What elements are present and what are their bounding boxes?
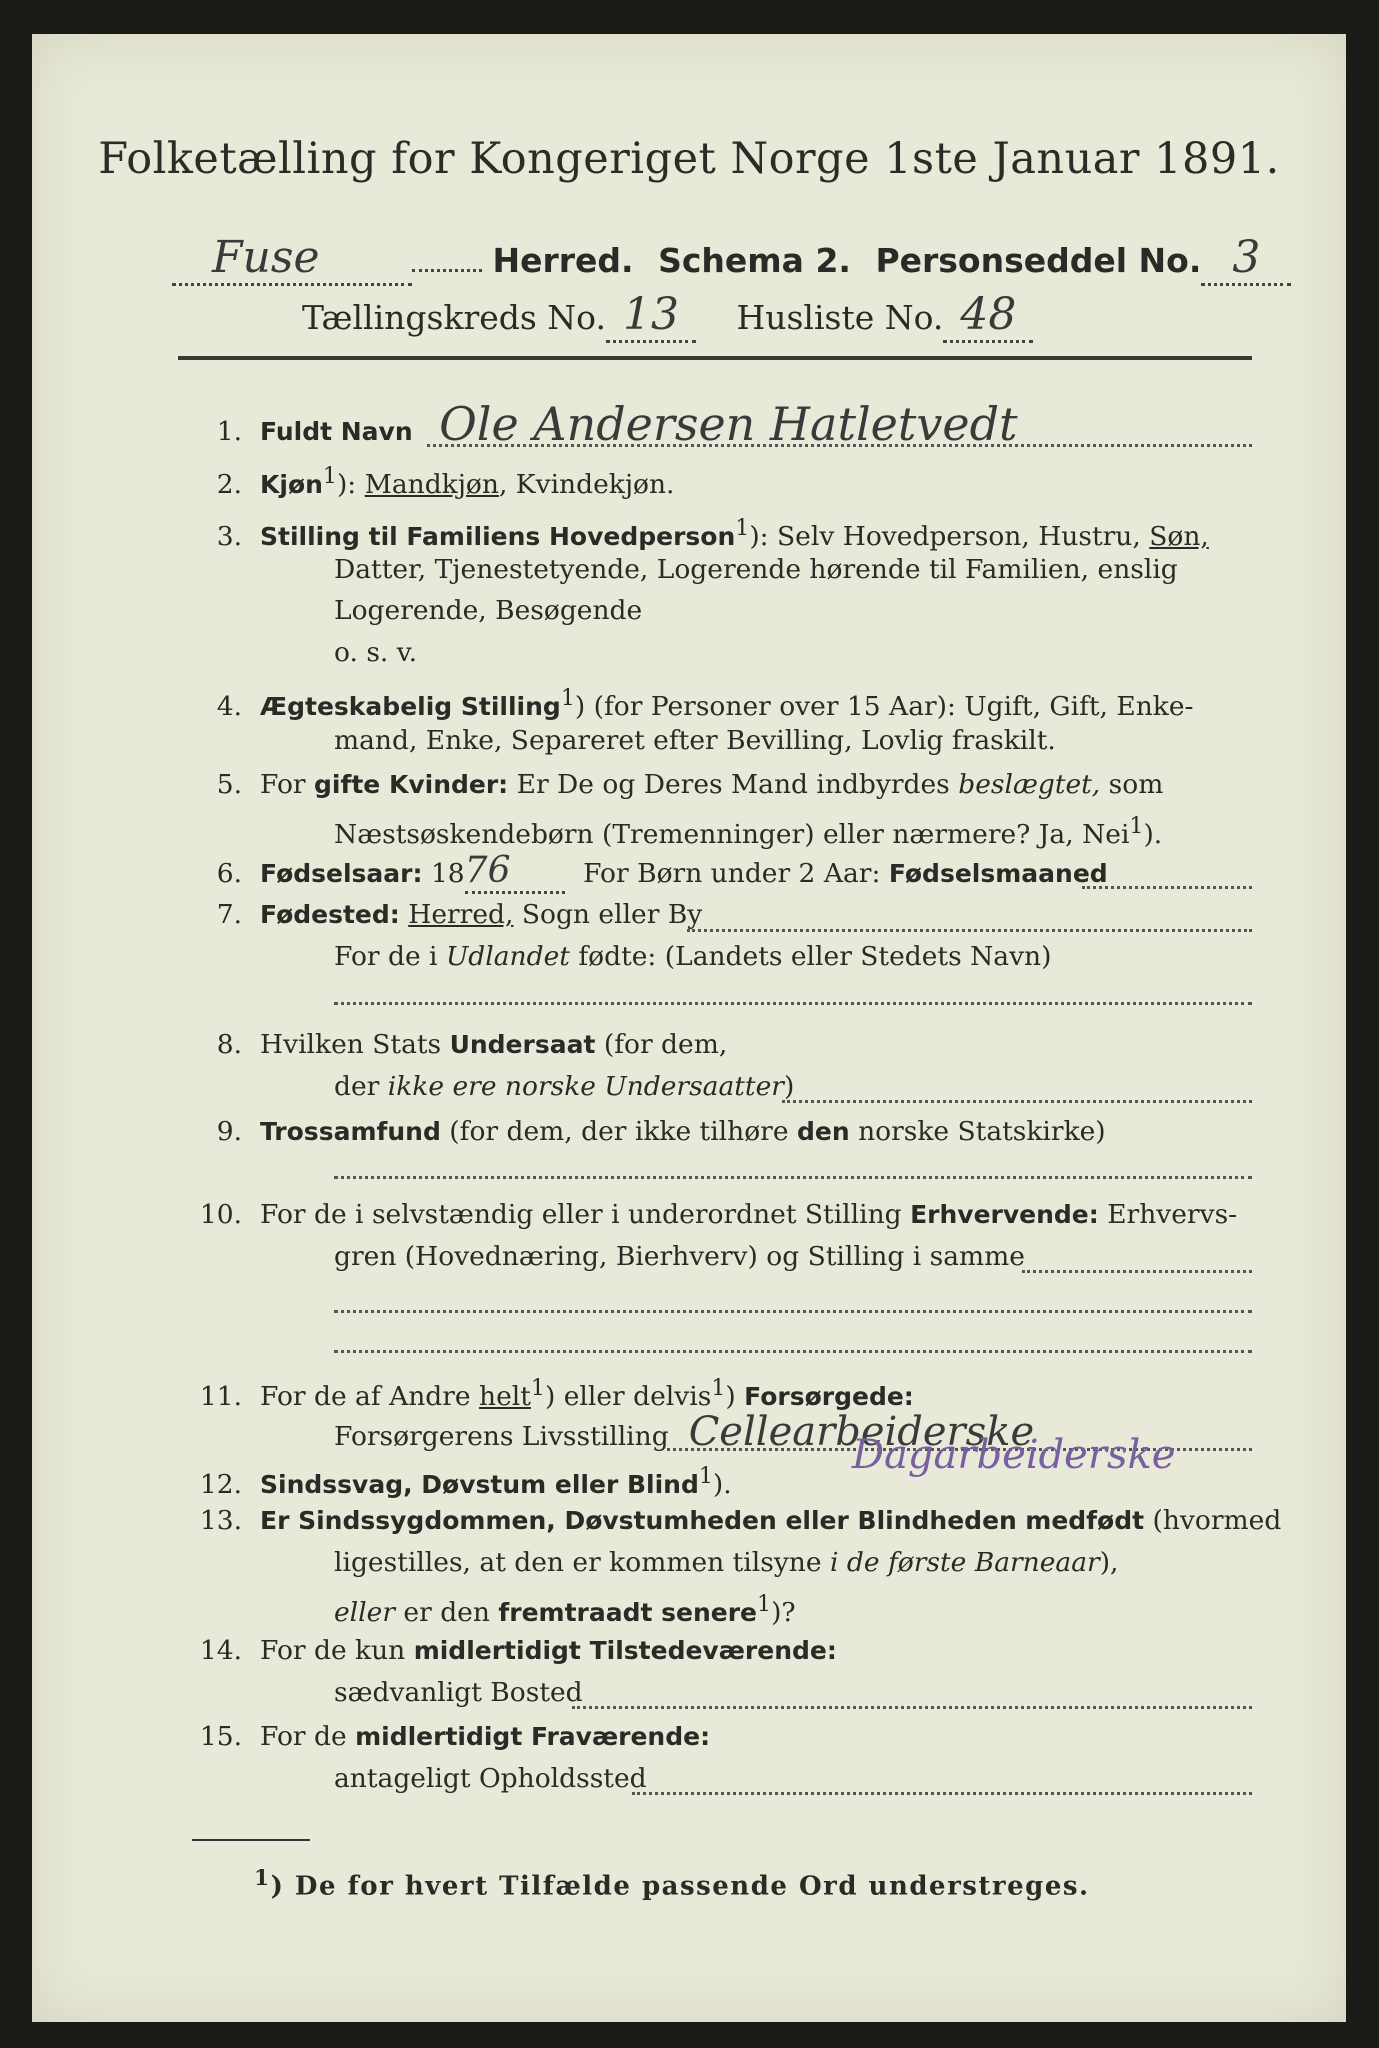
footnote: $^1$) De for hvert Tilfælde passende Ord understreges.: [254, 1866, 1090, 1902]
birthplace-option-herred: Herred,: [408, 899, 514, 930]
herred-value: Fuse: [172, 232, 412, 286]
personseddel-label: Personseddel No.: [875, 241, 1202, 280]
relation-option-son: Søn,: [1149, 520, 1209, 552]
item-12: 12. Sindssvag, Døvstum eller Blind$^1$).: [199, 1464, 732, 1500]
item-13: 13. Er Sindssygdommen, Døvstumheden eller Blindheden medfødt (hvormed: [199, 1505, 1282, 1536]
husliste-value: 48: [943, 289, 1033, 343]
support-option-helt: helt: [479, 1380, 531, 1412]
item-5: 5. For gifte Kvinder: Er De og Deres Mand indbyrdes beslægtet, som: [216, 769, 1164, 800]
kreds-value: 13: [606, 289, 696, 343]
schema-label: Schema 2.: [658, 241, 851, 280]
full-name-value: Ole Andersen Hatletvedt: [439, 397, 1018, 451]
header-divider: [178, 356, 1252, 360]
kreds-label: Tællingskreds No.: [302, 298, 606, 337]
item-2: 2. Kjøn$^1$): Mandkjøn, Kvindekjøn.: [216, 464, 675, 500]
sex-option-male: Mandkjøn: [364, 468, 499, 500]
personseddel-value: 3: [1201, 232, 1291, 286]
item-8: 8. Hvilken Stats Undersaat (for dem,: [216, 1029, 728, 1060]
birth-year-value: 76: [465, 850, 565, 894]
item-15: 15. For de midlertidigt Fraværende:: [199, 1721, 711, 1752]
item-7: 7. Fødested: Herred, Sogn eller By: [216, 899, 703, 930]
footnote-divider: [192, 1839, 310, 1841]
header-line-herred: [172, 232, 1291, 286]
full-name-label: Fuldt Navn: [260, 417, 413, 446]
header-line-kreds: [302, 289, 1033, 343]
item-9: 9. Trossamfund (for dem, der ikke tilhøre den norske Statskirke): [216, 1116, 1106, 1147]
item-1: 1. Fuldt Navn Ole Andersen Hatletvedt: [216, 397, 1018, 451]
handwritten-correction: Dagarbeiderske: [852, 1432, 1176, 1478]
item-6: 6. Fødselsaar: 1876 For Børn under 2 Aar: Fødselsmaaned: [172, 850, 1108, 894]
item-11: 11. For de af Andre helt$^1$) eller delvis$^1$) Forsørgede:: [199, 1376, 914, 1412]
form-title: Folketælling for Kongeriget Norge 1ste Januar 1891.: [98, 134, 1280, 184]
item-10: 10. For de i selvstændig eller i underordnet Stilling Erhvervende: Erhvervs-: [199, 1199, 1238, 1230]
item-14: 14. For de kun midlertidigt Tilstedeværende:: [199, 1635, 837, 1666]
item-3: 3. Stilling til Familiens Hovedperson$^1$): Selv Hovedperson, Hustru, Søn,: [216, 516, 1209, 552]
husliste-label: Husliste No.: [736, 298, 944, 337]
herred-label: Herred.: [492, 241, 634, 280]
census-form: Folketælling for Kongeriget Norge 1ste Januar 1891. Fuse Herred. Schema 2. Personseddel No. 3 Tællingskreds No. 13 Husliste No. 48 1. Fuldt Navn Ole Andersen Hatletvedt 2. Kjøn$^1$): Mandkjøn, Kvindekjøn. 3. Stilling til Familiens Hovedperson$^1$): Selv Hovedperson, Hustru, Søn, Datter, Tjenestetyende, Logerende hørende til Familien, enslig Logerende, Besøgende o. s. v. 4. Ægteskabelig Stilling$^1$) (for Personer over 15 Aar): Ugift, Gift, Enke- mand, Enke, Separeret efter Bevilling, Lovlig fraskilt. 5. For gifte Kvinder: Er De og Deres Mand indbyrdes beslægtet, som Næstsøskendebørn (Tremenninger) eller nærmere? Ja, Nei$^1$). 6. Fødselsaar: 1876 For Børn under 2 Aar: Fødselsmaaned 7. Fødested: Herred, Sogn eller By For de i Udlandet fødte: (Landets eller Stedets Navn) 8. Hvilken Stats Undersaat (for dem, der ikke ere norske Undersaatter) 9. Trossamfund (for dem, der ikke tilhøre den norske Statskirke) 10. For de i selvstændig eller i underordnet Stilling Erhvervende: Erhvervs- gren (Hovednæring, Bierhverv) og Stilling i samme 11. For de af Andre helt$^1$) eller delvis$^1$) Forsørgede: Forsørgerens Livsstilling Cellearbeiderske 12. Sindssvag, Døvstum eller Blind$^1$). Dagarbeiderske 13. Er Sindssygdommen, Døvstumheden eller Blindheden medfødt (hvormed ligestilles, at den er kommen tilsyne i de første Barneaar), eller er den fremtraadt senere$^1$)? 14. For de kun midlertidigt Tilstedeværende: sædvanligt Bosted 15. For de midlertidigt Fraværende: antageligt Opholdssted $^1$) De for hvert Tilfælde passende Ord understreges.: [32, 34, 1346, 2022]
provider-occupation-value: Cellearbeiderske: [688, 1409, 1035, 1455]
item-4: 4. Ægteskabelig Stilling$^1$) (for Personer over 15 Aar): Ugift, Gift, Enke-: [216, 686, 1194, 722]
